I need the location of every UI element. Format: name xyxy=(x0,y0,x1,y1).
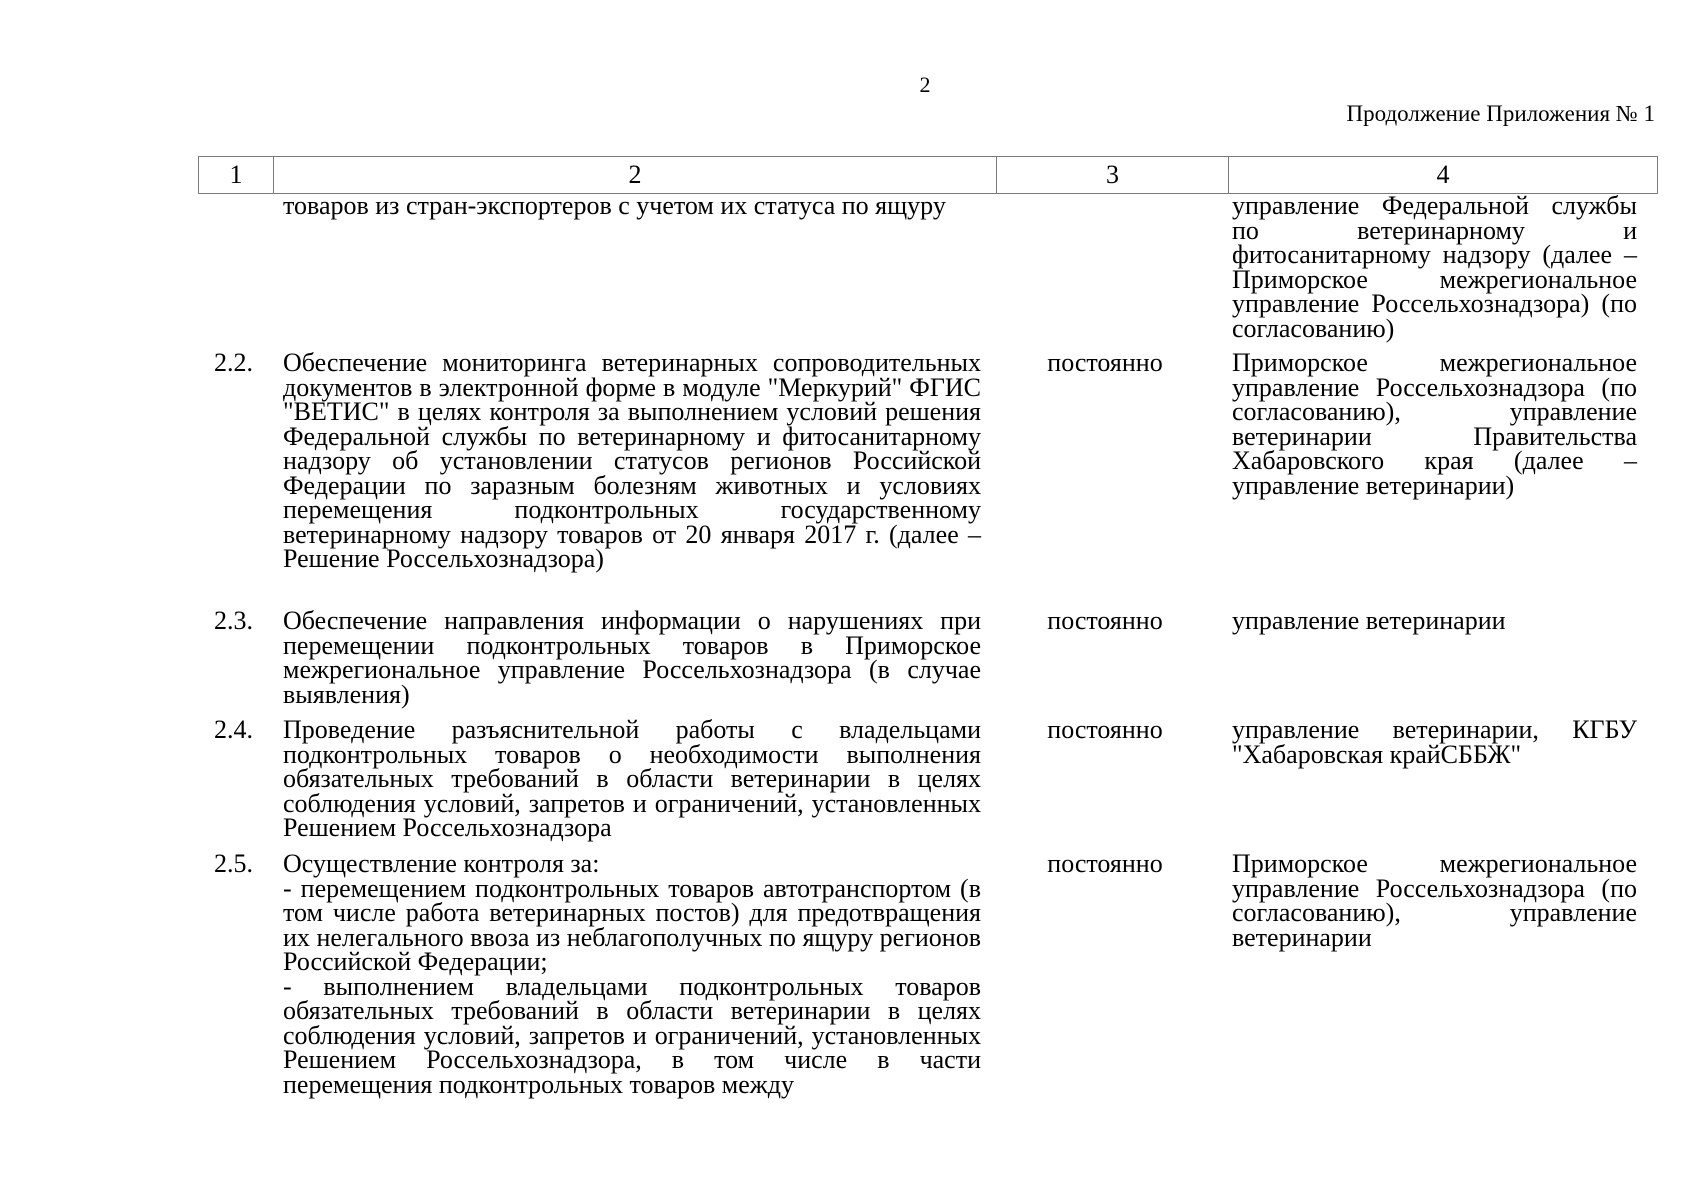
row-responsible: Приморское межрегиональное управление Россельхознадзора (по согласованию), управление ветеринарии xyxy=(1232,849,1637,952)
header-col-3: 3 xyxy=(997,157,1229,194)
row-responsible: управление ветеринарии, КГБУ "Хабаровская крайСББЖ" xyxy=(1232,715,1637,769)
row-responsible: управление Федеральной службы по ветеринарному и фитосанитарному надзору (далее – Приморское межрегиональное управление Россельхознадзора) (по согласованию) xyxy=(1232,191,1637,343)
row-term: постоянно xyxy=(1047,849,1163,878)
header-col-2: 2 xyxy=(274,157,997,194)
row-number: 2.4. xyxy=(214,715,253,744)
row-number: 2.3. xyxy=(214,606,253,635)
measure-paragraph: - выполнением владельцами подконтрольных товаров обязательных требований в области ветеринарии в целях соблюдения условий, запретов и ограничений, установленных Решением Россельхознадзора, в том числе в части перемещения подконтрольных товаров между xyxy=(283,971,981,1099)
measure-paragraph: Проведение разъяснительной работы с владельцами подконтрольных товаров о необходимости выполнения обязательных требований в области ветеринарии в целях соблюдения условий, запретов и ограничений, установленных Решением Россельхознадзора xyxy=(283,715,981,842)
row-measure-text xyxy=(283,191,981,220)
measure-paragraph: товаров из стран-экспортеров с учетом их статуса по ящуру xyxy=(283,191,946,220)
measure-paragraph: Осуществление контроля за: xyxy=(283,849,600,878)
row-measure-text xyxy=(283,606,981,709)
header-col-4: 4 xyxy=(1229,157,1658,194)
row-measure-text xyxy=(283,715,981,842)
header-col-1: 1 xyxy=(199,157,274,194)
page-number: 2 xyxy=(919,72,931,97)
measure-paragraph: Обеспечение направления информации о нарушениях при перемещении подконтрольных товаров в Приморское межрегиональное управление Россельхознадзора (в случае выявления) xyxy=(283,606,981,709)
row-term: постоянно xyxy=(1047,606,1163,635)
row-term: постоянно xyxy=(1047,715,1163,744)
continuation-label: Продолжение Приложения № 1 xyxy=(1346,101,1655,126)
row-responsible: управление ветеринарии xyxy=(1232,606,1506,635)
row-number: 2.2. xyxy=(214,348,253,377)
row-term: постоянно xyxy=(1047,348,1163,377)
measure-paragraph: Обеспечение мониторинга ветеринарных сопроводительных документов в электронной форме в модуле "Меркурий" ФГИС "ВЕТИС" в целях контроля за выполнением условий решения Федеральной службы по ветеринарному и фитосанитарному надзору об установлении статусов регионов Российской Федерации по заразным болезням животных и условиях перемещения подконтрольных государственному ветеринарному надзору товаров от 20 января 2017 г. (далее – Решение Россельхознадзора) xyxy=(283,348,981,573)
row-number: 2.5. xyxy=(214,849,253,878)
row-measure-text xyxy=(283,348,981,573)
measure-paragraph: - перемещением подконтрольных товаров автотранспортом (в том числе работа ветеринарных постов) для предотвращения их нелегального ввоза из неблагополучных по ящуру регионов Российской Федерации; xyxy=(283,873,981,976)
table-header xyxy=(198,156,1658,194)
row-measure-text xyxy=(283,849,981,1099)
row-responsible: Приморское межрегиональное управление Россельхознадзора (по согласованию), управление ветеринарии Правительства Хабаровского края (далее – управление ветеринарии) xyxy=(1232,348,1637,500)
